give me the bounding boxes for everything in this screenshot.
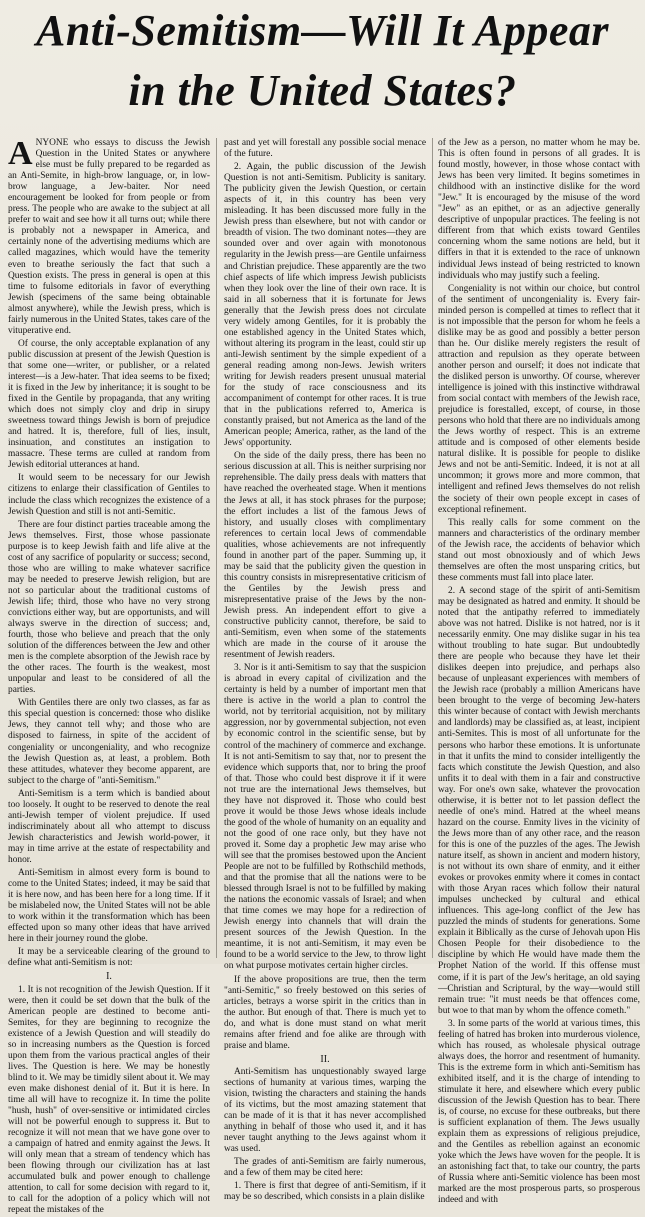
paragraph: The grades of anti-Semitism are fairly numerous, and a few of them may be cited here: xyxy=(224,1157,426,1179)
article-column-1 xyxy=(8,135,210,1216)
paragraph: of the Jew as a person, no matter whom he may be. This is often found in persons of all grades. It is found mostly, however, in those whose contact with Jews has been very limited. It begins sometimes in childhood with an instinctive dislike for the word "Jew." It is encouraged by the misuse of the word "Jew" as an epithet, or as an adjective generally descriptive of unpopular practices. The feeling is not different from that which exists toward Gentiles concerning whom the same notions are held, but it differs in that it is extended to the race of unknown individual Jews instead of being restricted to known individuals who may justify such a feeling. xyxy=(438,138,640,281)
paragraph: Congeniality is not within our choice, but control of the sentiment of uncongeniality is. Every fair-minded person is compelled at times to reflect that it is not impossible that the person for whom he feels a dislike may be as good and possibly a better person than he. Our dislike merely registers the result of attraction and repulsion as they operate between another person and ourself; it does not indicate that the disliked person is unworthy. Of course, wherever intelligence is joined with this instinctive withdrawal from social contact with members of the Jewish race, prejudice is forestalled, except, of course, in those persons who hold that there are no individuals among the Jews worthy of respect. This is an extreme attitude and is composed of other elements beside natural dislike. It is possible for people to dislike Jews and not be anti-Semitic. Indeed, it is not at all uncommon; it grows more and more common, that intelligent and refined Jews themselves do not relish the society of their own people except in cases of exceptional refinement. xyxy=(438,283,640,515)
paragraph: 1. There is first that degree of anti-Semitism, if it may be so described, which consists in a plain dislike xyxy=(224,1181,426,1203)
column-rule xyxy=(432,138,433,958)
headline-line-2: in the United States? xyxy=(128,66,517,115)
paragraph: 1. It is not recognition of the Jewish Question. If it were, then it could be set down that the bulk of the American people are destined to become anti-Semites, for they are beginning to recognize the existence of a Jewish Question and will steadily do so in increasing numbers as the Question is forced upon them from the various practical angles of their lives. The Question is here. We may be honestly blind to it. We may be timidly silent about it. We may even make dishonest denial of it. But it is here. In time all will have to recognize it. In time the polite "hush, hush" of over-sensitive or intimidated circles will not be powerful enough to suppress it. But to recognize it will not mean that we have gone over to a campaign of hatred and enmity against the Jews. It will only mean that a stream of tendency which has been flowing through our civilization has at last accumulated bulk and power enough to challenge attention, to call for some decision with regard to it, to call for the adoption of a policy which will not repeat the mistakes of the xyxy=(8,984,210,1216)
paragraph: 3. In some parts of the world at various times, this feeling of hatred has broken into murderous violence, which has roused, as wholesale physical outrage always does, the horror and resentment of humanity. This is the extreme form in which anti-Semitism has exhibited itself, and it is the charge of intending to stimulate it here, and elsewhere which every public discussion of the Jewish Question has to bear. There is, of course, no excuse for these outbreaks, but there is sufficient explanation of them. The Jews usually explain them as expressions of religious prejudice, and the Gentiles as rebellion against an economic yoke which the Jews have woven for the people. It is an astonishing fact that, to take our country, the parts of Russia where anti-Semitic violence has been most marked are the most prosperous parts, so prosperous indeed and with xyxy=(438,1018,640,1206)
paragraph: Anti-Semitism in almost every form is bound to come to the United States; indeed, it may be said that it is here now, and has been here for a long time. If it be mislabeled now, the United States will not be able to work within it the transformation which has been effected upon so many other ideas that have arrived here in their journey round the globe. xyxy=(8,868,210,945)
column-rule xyxy=(216,138,217,958)
drop-cap: A xyxy=(8,135,33,172)
section-numeral-1: I. xyxy=(106,971,112,983)
headline-line-1: Anti-Semitism—Will It Appear xyxy=(35,6,610,55)
article-column-3 xyxy=(438,138,640,1206)
article-column-2 xyxy=(224,138,426,1203)
paragraph: It would seem to be necessary for our Jewish citizens to enlarge their classification of Gentiles to include the class which recognizes the existence of a Jewish Question and still is not anti-Semitic. xyxy=(8,473,210,517)
paragraph: This really calls for some comment on the manners and characteristics of the ordinary member of the Jewish race, the accidents of behavior which stand out most obnoxiously and of which Jews themselves are often the most unsparing critics, but these comments must fall into place later. xyxy=(438,517,640,583)
paragraph: past and yet will forestall any possible social menace of the future. xyxy=(224,138,426,160)
paragraph: It may be a serviceable clearing of the ground to define what anti-Semitism is not: xyxy=(8,947,210,969)
paragraph: Of course, the only acceptable explanation of any public discussion at present of the Jewish Question is that some one—writer, or publisher, or a related interest—is a Jew-hater. That idea seems to be fixed; it is fixed in the Jew by inheritance; it is sought to be fixed in the Gentile by propaganda, that any writing which does not simply cloy and drip in sirupy sweetness toward things Jewish is born of prejudice and hatred. It is, therefore, full of lies, insult, insinuation, and constitutes an instigation to massacre. These terms are culled at random from Jewish editorial utterances at hand. xyxy=(8,338,210,471)
paragraph: 2. Again, the public discussion of the Jewish Question is not anti-Semitism. Publicity is sanitary. The publicity given the Jewish Question, or certain aspects of it, in this country has been very misleading. It has been discussed more fully in the Jewish press than elsewhere, but not with candor or breadth of vision. The two dominant notes—they are sounded over and over again with monotonous regularity in the Jewish press—are Gentile unfairness and Christian prejudice. These apparently are the two chief aspects of life which impress Jewish publicists when they look over the line of their own race. It is said in all soberness that it is fortunate for Jews generally that the Jewish press does not circulate very widely among Gentiles, for it is probably the one established agency in the United States which, without altering its program in the least, could stir up anti-Jewish sentiment by the simple expedient of a general reading among non-Jews. Jewish writers writing for Jewish readers present unusual material for the study of race consciousness and its accompaniment of contempt for other races. It is true that in the publications referred to, America is constantly praised, but not America as the land of the American people; America, rather, as the land of the Jews' opportunity. xyxy=(224,162,426,449)
paragraph: 3. Nor is it anti-Semitism to say that the suspicion is abroad in every capital of civilization and the certainty is held by a number of important men that there is active in the world a plan to control the world, not by territorial acquisition, not by military aggression, nor by governmental subjection, not even by economic control in the scientific sense, but by control of the machinery of commerce and exchange. It is not anti-Semitism to say that, nor to present the evidence which supports that, nor to bring the proof of that. Those who could best disprove it if it were not true are the international Jews themselves, but they have not disproved it. Those who could best prove it would be those Jews whose ideals include the good of the whole of humanity on an equality and not the good of one race only, but they have not proved it. Some day a prophetic Jew may arise who will see that the promises bestowed upon the Ancient People are not to be fulfilled by Rothschild methods, and that the promise that all the nations were to be blessed through Israel is not to be fulfilled by making the nations the economic vassals of Israel; and when that time comes we may hope for a redirection of Jewish energy into channels that will drain the present sources of the Jewish Question. In the meantime, it is not anti-Semitism, it may even be found to be a world service to the Jew, to throw light on what purpose motivates certain higher circles. xyxy=(224,663,426,972)
paragraph: If the above propositions are true, then the term "anti-Semitic," so freely bestowed on this series of articles, betrays a worse spirit in the critics than in the author. But enough of that. There is much yet to do, and what is done must stand on what merit remains after friend and foe alike are through with praise and blame. xyxy=(224,974,426,1051)
opening-paragraph-text: NYONE who essays to discuss the Jewish Question in the United States or anywhere else must be fully prepared to be regarded as an Anti-Semite, in high-brow language, or, in low-brow language, a Jew-baiter. Nor need encouragement be looked for from people or from press. The people who are awake to the subject at all prefer to wait and see how it all turns out; while there is probably not a newspaper in America, and certainly none of the advertising mediums which are called magazines, which would have the temerity even to breathe seriously the fact that such a Question exists. The press in general is open at this time to fulsome editorials in favor of everything Jewish (specimens of the same being obtainable almost anywhere), while the Jewish press, which is fairly numerous in the United States, takes care of the vituperative end. xyxy=(8,138,210,336)
section-numeral-2: II. xyxy=(320,1053,330,1065)
paragraph: On the side of the daily press, there has been no serious discussion at all. This is neither surprising nor reprehensible. The daily press deals with matters that have reached the overheated stage. When it mentions the Jews at all, it has stock phrases for the purpose; the effort includes a list of the famous Jews of history, and usually closes with complimentary references to certain local Jews of commendable qualities, whose achievements are not infrequently found in another part of the paper. Summing up, it may be said that the publicity given the question in this country consists in misrepresentative criticism of the Gentiles by the Jewish press and misrepresentative praise of the Jews by the non-Jewish press. An independent effort to give a constructive publicity cannot, therefore, be said to anti-Semitism, even when some of the statements which are made in the course of it arouse the resentment of Jewish readers. xyxy=(224,451,426,661)
paragraph: 2. A second stage of the spirit of anti-Semitism may be designated as hatred and enmity. It should be noted that the antipathy referred to immediately above was not hatred. Dislike is not hatred, nor is it necessarily enmity. One may dislike sugar in his tea without troubling to hate sugar. But undoubtedly there are people who because they have let their dislikes deepen into prejudice, and perhaps also because of unpleasant experiences with members of the Jewish race (probably a million Americans have been brought to the verge of becoming Jew-haters this winter because of contact with Jewish merchants and landlords) may be classified as, at least, incipient anti-Semites. This is most of all unfortunate for the persons who harbor these emotions. It is unfortunate in that it unfits the mind to consider intelligently the facts which constitute the Jewish Question, and also unfits it to deal with them in a fair and constructive way. For one's own sake, whatever the provocation otherwise, it is better not to let passion deflect the needle of one's mind. Hatred at the wheel means hazard on the course. Enmity lives in the vicinity of the Jews more than of any other race, and the reason for this is one of the puzzles of the ages. The Jewish nature itself, as shown in ancient and modern history, is not without its own share of enmity, and it either evokes or provokes enmity where it comes in contact with those Aryan races which follow their natural impulses unchecked by cultural and ethical influences. This age-long conflict of the Jew has puzzled the minds of students for generations. Some explain it Biblically as the curse of Jehovah upon His Chosen People for their disobedience to the discipline by which He would have made them the Prophet Nation of the world. If this offense must come, if it is part of the Jew's heritage, an old saying—Christian and Scriptural, by the way—would still remain true: "it must needs be that offences come, but woe to that man by whom the offence cometh." xyxy=(438,585,640,1016)
paragraph: There are four distinct parties traceable among the Jews themselves. First, those whose passionate purpose is to keep Jewish faith and life alive at the cost of any sacrifice of popularity or success; second, those who are willing to make whatever sacrifice may be needed to preserve Jewish religion, but are not so particular about the traditional customs of Jewish life; third, those who have no very strong convictions either way, but are opportunists, and will always swerve in the direction of success; and, fourth, those who believe and preach that the only solution of the differences between the Jew and other men is the complete absorption of the Jewish race by the other races. The fourth is the weakest, most unpopular and least to be considered of all the parties. xyxy=(8,519,210,696)
paragraph: Anti-Semitism is a term which is bandied about too loosely. It ought to be reserved to denote the real anti-Jewish temper of violent prejudice. If used indiscriminately about all who attempt to discuss Jewish characteristics and Jewish world-power, it may in time arrive at the estate of respectability and honor. xyxy=(8,788,210,865)
opening-paragraph xyxy=(8,135,210,337)
paragraph: With Gentiles there are only two classes, as far as this special question is concerned: those who dislike Jews, they cannot tell why; and those who are disposed to fairness, in spite of the accident of congeniality or uncongeniality, and who recognize the Jewish Question as, at least, a problem. Both these attitudes, whatever they become apparent, are subject to the charge of "anti-Semitism." xyxy=(8,698,210,786)
paragraph: Anti-Semitism has unquestionably swayed large sections of humanity at various times, warping the vision, twisting the characters and staining the hands of its victims, but the most amazing statement that can be made of it is that it has never accomplished anything in behalf of those who used it, and it has never taught anything to the Jews against whom it was used. xyxy=(224,1066,426,1155)
